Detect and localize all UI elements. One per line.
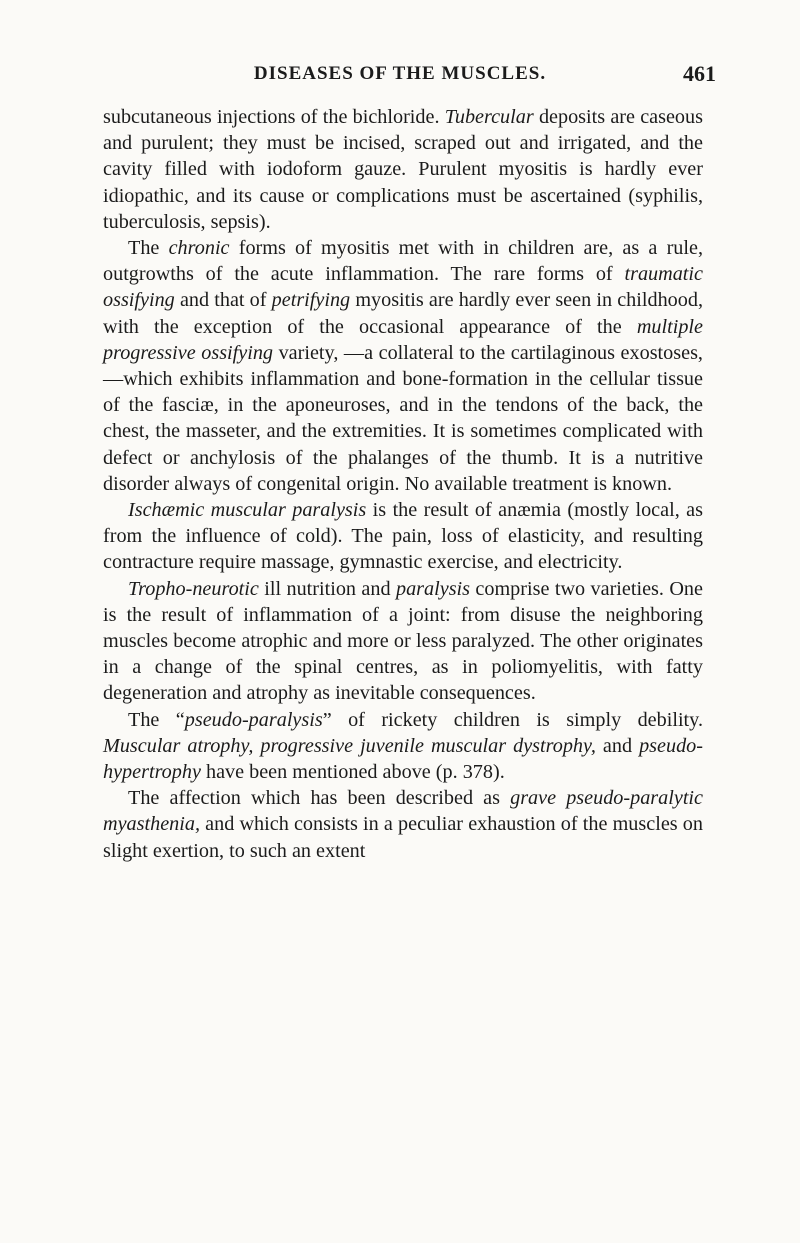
text-run: have been mentioned above (p. 378). (200, 761, 505, 784)
italic-term: pseudo-paralysis (184, 708, 323, 731)
italic-term: Ischæmic muscular paralysis (128, 499, 367, 522)
page-number: 461 (683, 61, 716, 86)
paragraph (103, 104, 703, 235)
text-run: comprise two varieties. One is the result of inflammation of a joint: from disuse the neighboring muscles become atrophic and more or less paralyzed. The other originates in a change of the spinal centres, as in poliomyelitis, with fatty degeneration and atrophy as inevitable consequences. (103, 577, 703, 705)
italic-term: Tubercular (444, 106, 534, 128)
text-run: and which consists in a peculiar exhaustion of the muscles on slight exertion, to such an extent (103, 813, 703, 862)
paragraph (103, 785, 703, 864)
text-run: variety, —a collateral to the cartilaginous exostoses,—which exhibits inflammation and bone-formation in the cellular tissue of the fasciæ, in the aponeuroses, and in the tendons of the back, the chest, the masseter, and the extremities. It is sometimes complicated with defect or anchylosis of the phalanges of the thumb. It is a nutritive disorder always of congenital origin. No available treatment is known. (103, 341, 703, 495)
text-run: is the result of anæmia (mostly local, as from the influence of cold). The pain, loss of elasticity, and resulting contracture require massage, gymnastic exercise, and electricity. (103, 499, 703, 574)
italic-term: petrifying (271, 289, 351, 312)
text-run: ” of rickety children is simply debility. (322, 708, 703, 731)
italic-term: Muscular atrophy, progressive juvenile muscular dystrophy, (103, 734, 596, 757)
italic-term: traumatic ossifying (103, 263, 703, 312)
text-run: The (128, 237, 169, 260)
paragraph (103, 576, 703, 707)
running-head: DISEASES OF THE MUSCLES. (253, 63, 547, 84)
text-run: forms of myositis met with in children are, as a rule, outgrowths of the acute inflammation. The rare forms of (103, 237, 703, 286)
text-run: The affection which has been described as (128, 787, 511, 810)
page-header (0, 0, 800, 100)
text-run: myositis are hardly ever seen in childhood, with the exception of the occasional appearance of the (103, 289, 703, 338)
paragraph (103, 707, 703, 786)
text-run: and that of (174, 289, 272, 312)
text-run: The “ (128, 708, 185, 731)
paragraph (103, 235, 703, 497)
italic-term: pseudo-hypertrophy (103, 734, 703, 784)
text-run: and (595, 734, 640, 757)
text-run: deposits are caseous and purulent; they must be incised, scraped out and irrigated, and the cavity filled with iodoform gauze. Purulent myositis is hardly ever idiopathic, and its cause or complications must be ascertained (syphilis, tuberculosis, sepsis). (103, 106, 703, 233)
italic-term: multiple progressive ossifying (103, 315, 703, 364)
italic-term: grave pseudo-paralytic myasthenia, (103, 787, 703, 836)
text-run: subcutaneous injections of the bichloride. (103, 106, 445, 128)
italic-term: paralysis (395, 577, 471, 600)
italic-term: chronic (168, 237, 230, 260)
body-text (103, 104, 703, 864)
paragraph (103, 497, 703, 576)
italic-term: Tropho-neurotic (128, 577, 259, 600)
text-run: ill nutrition and (258, 577, 396, 600)
